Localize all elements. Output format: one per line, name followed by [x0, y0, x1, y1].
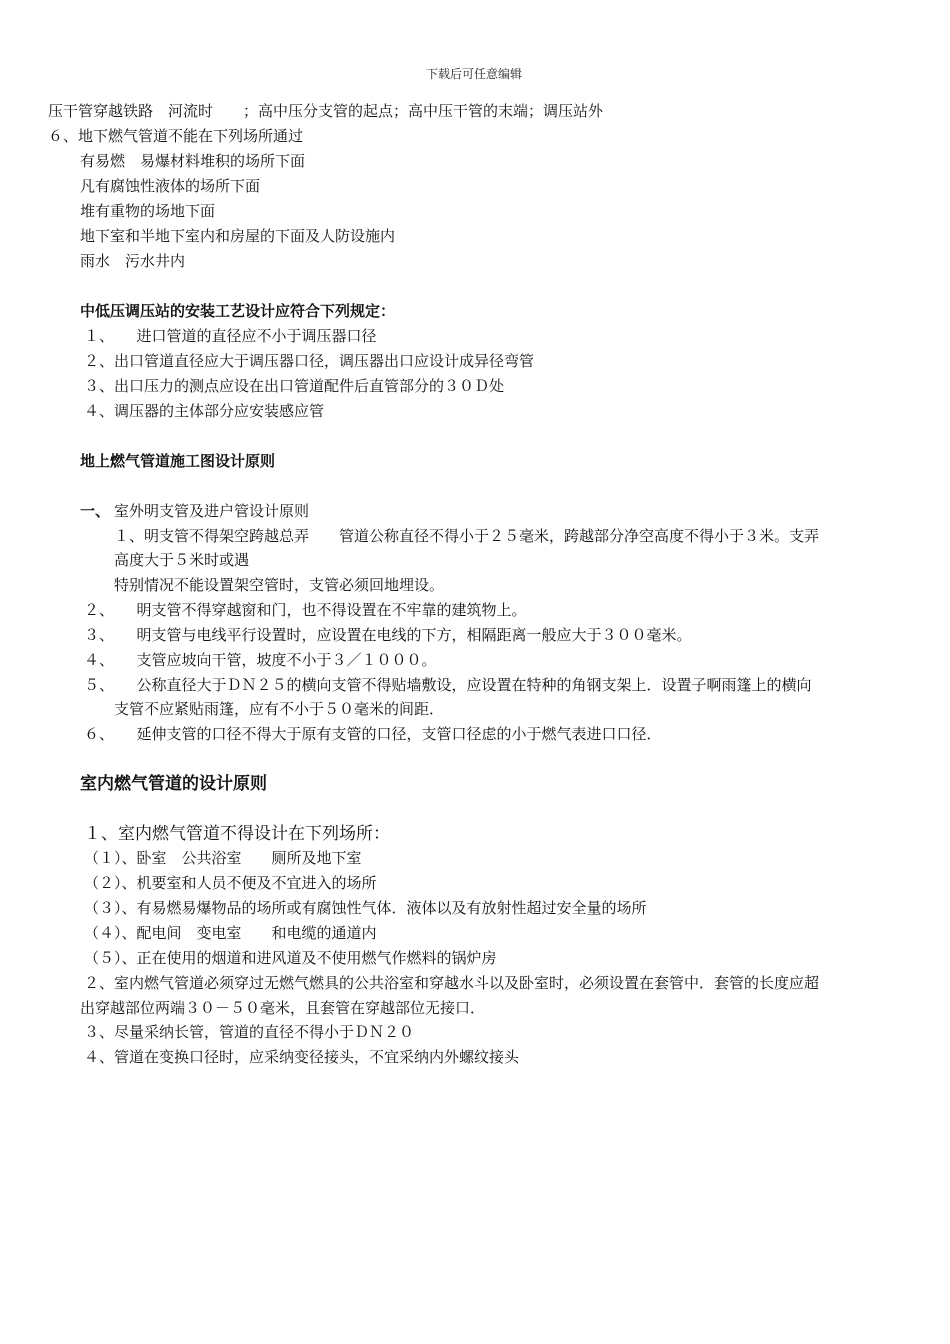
text-line: （５）、正在使用的烟道和进风道及不使用燃气作燃料的锅炉房 — [84, 949, 497, 967]
section-heading: 室内燃气管道的设计原则 — [80, 774, 267, 794]
text-line: ３、尽量采纳长管，管道的直径不得小于ＤＮ２０ — [84, 1023, 415, 1041]
text-line: １、室内燃气管道不得设计在下列场所： — [84, 824, 390, 844]
text-line: ２、 明支管不得穿越窗和门，也不得设置在不牢靠的建筑物上。 — [84, 601, 527, 619]
text-line: ２、出口管道直径应大于调压器口径，调压器出口应设计成异径弯管 — [84, 352, 535, 370]
text-line: 地下室和半地下室内和房屋的下面及人防设施内 — [80, 227, 396, 245]
text-line: 特别情况不能设置架空管时，支管必须回地埋设。 — [114, 576, 445, 594]
text-line: （１）、卧室 公共浴室 厕所及地下室 — [84, 849, 362, 867]
page-header: 下载后可任意编辑 — [426, 67, 523, 81]
section-heading: 中低压调压站的安装工艺设计应符合下列规定： — [80, 302, 396, 320]
text-line: 高度大于５米时或遇 — [114, 551, 250, 569]
section-heading: 地上燃气管道施工图设计原则 — [80, 452, 276, 470]
text-line: １、 进口管道的直径应不小于调压器口径 — [84, 327, 377, 345]
text-line: ４、管道在变换口径时，应采纳变径接头，不宜采纳内外螺纹接头 — [84, 1048, 520, 1066]
text-line: 室外明支管及进户管设计原则 — [114, 502, 310, 520]
text-line: ６、地下燃气管道不能在下列场所通过 — [48, 127, 304, 145]
text-line: （４）、配电间 变电室 和电缆的通道内 — [84, 924, 377, 942]
text-line: 有易燃 易爆材料堆积的场所下面 — [80, 152, 306, 170]
text-line: ４、调压器的主体部分应安装感应管 — [84, 402, 325, 420]
text-line: １、明支管不得架空跨越总弄 管道公称直径不得小于２５毫米，跨越部分净空高度不得小于３米。支弄 — [114, 527, 820, 545]
text-line: （３）、有易燃易爆物品的场所或有腐蚀性气体．液体以及有放射性超过安全量的场所 — [84, 899, 647, 917]
text-line: ４、 支管应坡向干管，坡度不小于３／１０００。 — [84, 651, 437, 669]
text-line: 凡有腐蚀性液体的场所下面 — [80, 177, 261, 195]
text-line: 压干管穿越铁路 河流时 ；高中压分支管的起点；高中压干管的末端；调压站外 — [48, 102, 604, 120]
text-line: ３、 明支管与电线平行设置时，应设置在电线的下方，相隔距离一般应大于３００毫米。 — [84, 626, 692, 644]
text-line: 出穿越部位两端３０－５０毫米，且套管在穿越部位无接口． — [80, 999, 486, 1017]
list-number: 一、 — [80, 502, 111, 520]
text-line: 支管不应紧贴雨篷，应有不小于５０毫米的间距． — [114, 700, 445, 718]
text-line: 雨水 污水井内 — [80, 252, 186, 270]
text-line: ５、 公称直径大于ＤＮ２５的横向支管不得贴墙敷设，应设置在特种的角钢支架上．设置子啊雨篷上的横向 — [84, 676, 812, 694]
text-line: 堆有重物的场地下面 — [80, 202, 216, 220]
text-line: ２、室内燃气管道必须穿过无燃气燃具的公共浴室和穿越水斗以及卧室时，必须设置在套管中．套管的长度应超 — [84, 974, 820, 992]
text-line: ３、出口压力的测点应设在出口管道配件后直管部分的３０Ｄ处 — [84, 377, 505, 395]
text-line: （２）、机要室和人员不便及不宜进入的场所 — [84, 874, 377, 892]
text-line: ６、 延伸支管的口径不得大于原有支管的口径，支管口径虑的小于燃气表进口口径． — [84, 725, 662, 743]
